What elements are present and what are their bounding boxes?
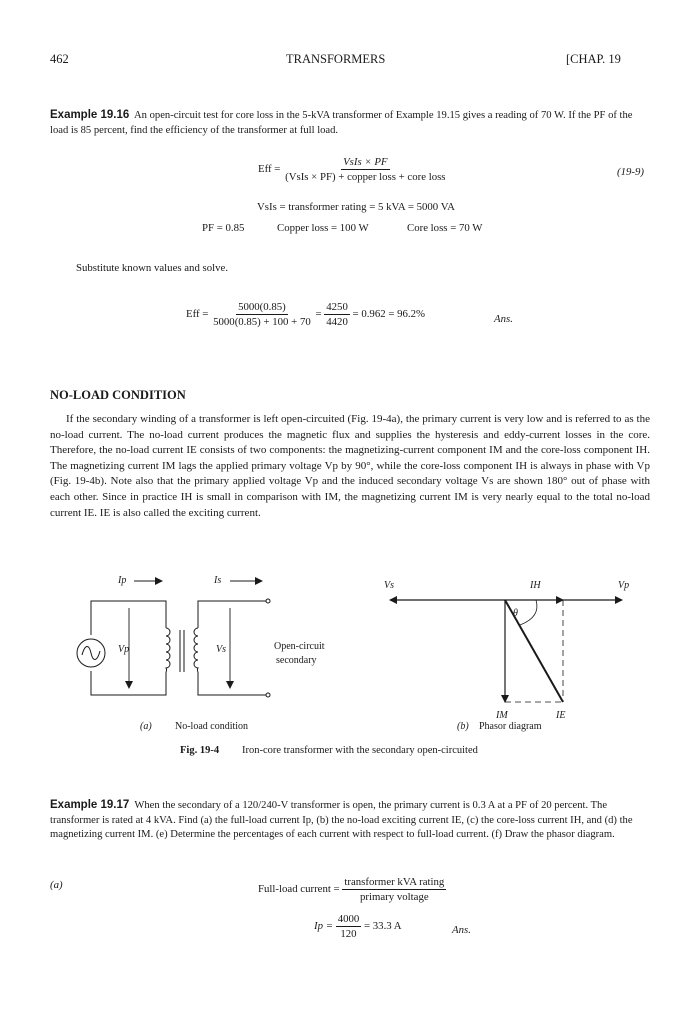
part-a-label: (a): [50, 879, 63, 891]
primary-top-wire: [91, 601, 166, 635]
full-load-formula: [258, 876, 446, 903]
page-number: 462: [50, 52, 69, 66]
caption-b-letter: (b): [457, 721, 469, 732]
no-load-circuit: [77, 575, 325, 732]
efficiency-calculation: Eff = $\frac{5000(0.85)}{5000(0.85) + 100 + 70}$ = $\frac{4250}{4420}$ = 0.962 = 96.2%: [186, 301, 426, 328]
phasor-vs-label: Vs: [384, 580, 394, 591]
fl-lhs: Full-load current =: [258, 882, 340, 895]
phasor-im-label: IM: [496, 710, 508, 721]
primary-bottom-wire: [91, 671, 166, 695]
chapter-label: [CHAP. 19: [566, 52, 621, 66]
figure-caption-text: Iron-core transformer with the secondary open-circuited: [242, 745, 478, 756]
ip-label: Ip: [118, 575, 127, 586]
vs-label: Vs: [216, 644, 226, 655]
fl-fraction: [342, 876, 446, 903]
formula-fraction: [283, 156, 447, 183]
rating-line: VsIs = transformer rating = 5 kVA = 5000 VA: [257, 201, 455, 213]
formula-denominator: (VsIs × PF) + copper loss + core loss: [285, 171, 446, 183]
formula-lhs: Eff =: [258, 162, 281, 175]
answer-label: Ans.: [494, 313, 513, 325]
terminal-bottom: [266, 693, 270, 697]
calc-numerator-2: 4250: [326, 301, 348, 313]
ip-numerator: 4000: [337, 913, 360, 925]
example-text: When the secondary of a 120/240-V transformer is open, the primary current is 0.3 A at a PF of 20 percent. The transformer is rated at 4 kVA. Find (a) the full-load current Ip, (b) the no-load exciting current IE, (c) the core-loss current IH, and (d) the magnetizing current IM. (e) Determine the percentages of each current with respect to full-load current. (f) Draw the phasor diagram.: [50, 800, 633, 840]
caption-a-text: No-load condition: [175, 721, 249, 732]
vp-label: Vp: [118, 644, 130, 655]
caption-a-letter: (a): [140, 721, 152, 732]
calc-numerator-1: 5000(0.85): [238, 301, 286, 313]
theta-label: θ: [513, 608, 518, 619]
example-label: Example 19.16: [50, 109, 130, 121]
calc-lhs: Eff =: [186, 307, 209, 320]
open-circuit-label: Open-circuit: [274, 641, 325, 652]
ip-lhs: Ip =: [314, 919, 333, 932]
formula-numerator: VsIs × PF: [343, 156, 388, 168]
example-label: Example 19.17: [50, 799, 130, 811]
calc-denominator-2: 4420: [326, 316, 348, 328]
ip-denominator: 120: [340, 928, 357, 940]
calc-fraction-2: [324, 301, 350, 328]
pf-value: PF = 0.85: [202, 222, 245, 234]
running-title: TRANSFORMERS: [286, 52, 386, 66]
theta-arc: [520, 600, 537, 625]
secondary-bottom-wire: [198, 672, 266, 695]
substitute-text: Substitute known values and solve.: [76, 262, 229, 274]
copper-loss: Copper loss = 100 W: [277, 222, 369, 234]
calc-denominator-1: 5000(0.85) + 100 + 70: [213, 316, 311, 328]
section-heading: NO-LOAD CONDITION: [50, 388, 186, 402]
phasor-ih-label: IH: [530, 580, 541, 591]
ip-calculation: [314, 913, 402, 940]
ip-result: = 33.3 A: [363, 919, 402, 932]
section-paragraph: If the secondary winding of a transformer is left open-circuited (Fig. 19-4a), the primary current is very low and is referred to as the no-load current. The no-load current produces the magnetic flux and supplies the hysteresis and eddy-current losses in the core. Therefore, the no-load current IE consists of two components: the magnetizing-current component IM and the core-loss component IH. The magnetizing current IM lags the applied primary voltage Vp by 90°, while the core-loss component IH is always in phase with Vp (Fig. 19-4b). Note also that the primary applied voltage Vp and the induced secondary voltage Vs are shown 180° out of phase with each other. Since in practice IH is small in comparison with IM, the magnetizing current IM is very nearly equal to the total no-load current IE. IE is also called the exciting current.: [50, 413, 650, 519]
core-loss: Core loss = 70 W: [407, 222, 483, 234]
is-label: Is: [214, 575, 222, 586]
equation-number: (19-9): [617, 166, 644, 178]
secondary-coil: [194, 628, 198, 672]
ip-fraction: [336, 913, 362, 940]
calc-fraction-1: [211, 301, 313, 328]
figure-19-4: [0, 570, 698, 770]
example-19-17: [50, 798, 650, 843]
answer-label: Ans.: [452, 924, 471, 936]
phasor-diagram: [384, 580, 629, 732]
primary-coil: [166, 628, 170, 672]
terminal-top: [266, 599, 270, 603]
phasor-vp-label: Vp: [618, 580, 630, 591]
figure-caption-label: Fig. 19-4: [180, 745, 220, 756]
fl-numerator: transformer kVA rating: [344, 876, 445, 888]
fl-denominator: primary voltage: [360, 891, 429, 903]
secondary-top-wire: [198, 601, 266, 628]
secondary-label: secondary: [276, 655, 317, 666]
sine-icon: [82, 646, 100, 659]
caption-b-text: Phasor diagram: [479, 721, 542, 732]
example-19-16: [50, 108, 650, 138]
phasor-ie-label: IE: [556, 710, 566, 721]
example-text: An open-circuit test for core loss in the 5-kVA transformer of Example 19.15 gives a reading of 70 W. If the PF of the load is 85 percent, find the efficiency of the transformer at full load.: [50, 110, 633, 136]
efficiency-formula: [258, 156, 448, 183]
calc-result: = 0.962 = 96.2%: [352, 307, 426, 320]
